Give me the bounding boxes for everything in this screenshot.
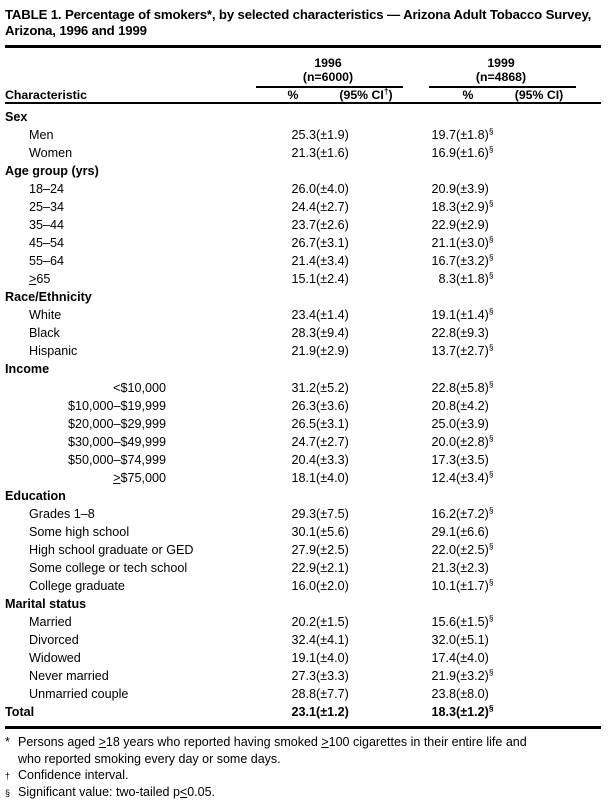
footnote-section bbox=[5, 784, 605, 800]
footnote-section-text: Significant value: two-tailed p<0.05. bbox=[18, 784, 216, 799]
footnote-marker-dagger: † bbox=[5, 771, 11, 782]
column-group-1996 bbox=[252, 56, 404, 85]
ci-1996: (±2.6) bbox=[316, 218, 349, 233]
table-section-header bbox=[5, 108, 601, 126]
pct-1996: 15.1 bbox=[291, 272, 316, 287]
ci-1999: (±2.8)§ bbox=[456, 432, 494, 449]
ci-1999: (±6.6) bbox=[456, 524, 489, 539]
footnote-dagger-text: Confidence interval. bbox=[18, 768, 129, 783]
ci-1996: (±2.4) bbox=[316, 272, 349, 287]
row-label: Hispanic bbox=[29, 344, 78, 359]
ci-1996: (±2.0) bbox=[316, 579, 349, 594]
ci-1999: (±1.5)§ bbox=[456, 612, 494, 630]
table-row bbox=[5, 541, 601, 559]
ci-1996: (±2.7) bbox=[316, 434, 349, 449]
pct-1999: 22.8 bbox=[431, 380, 456, 395]
pct-1996: 28.3 bbox=[291, 326, 316, 341]
pct-1996: 29.3 bbox=[291, 506, 316, 521]
footnote-asterisk bbox=[5, 734, 605, 767]
pct-1999: 23.8 bbox=[431, 687, 456, 702]
pct-1999: 8.3 bbox=[438, 272, 456, 287]
pct-1996: 23.1 bbox=[291, 705, 316, 720]
ci-1996: (±9.4) bbox=[316, 326, 349, 341]
pct-1996: 26.0 bbox=[291, 182, 316, 196]
table-section-header bbox=[5, 487, 601, 505]
table-row bbox=[5, 685, 601, 703]
column-header-ci-1999: (95% CI) bbox=[514, 87, 564, 102]
pct-1999: 20.8 bbox=[431, 398, 456, 413]
pct-1999: 32.0 bbox=[431, 633, 456, 648]
significance-marker: § bbox=[488, 342, 494, 353]
pct-1996: 32.4 bbox=[291, 633, 316, 648]
smokers-data-table bbox=[5, 108, 601, 722]
pct-1999: 18.3 bbox=[431, 200, 456, 215]
pct-1999: 18.3 bbox=[431, 705, 456, 720]
significance-marker: § bbox=[488, 703, 494, 714]
pct-1999: 22.9 bbox=[431, 218, 456, 233]
table-row bbox=[5, 469, 601, 487]
pct-1996: 26.3 bbox=[291, 398, 316, 413]
pct-1999: 20.9 bbox=[431, 182, 456, 196]
row-label: $30,000–$49,999 bbox=[67, 434, 166, 449]
section-spacer-cell bbox=[270, 288, 601, 306]
column-header-ci-1996: (95% CI†) bbox=[339, 85, 393, 102]
table-section-header bbox=[5, 288, 601, 306]
ci-1996: (±2.5) bbox=[316, 542, 349, 557]
table-section-header bbox=[5, 360, 601, 378]
column-group-1999 bbox=[425, 56, 577, 85]
ci-1996: (±7.5) bbox=[316, 506, 349, 521]
ci-1999: (±1.6)§ bbox=[456, 143, 494, 160]
row-label: 45–54 bbox=[29, 236, 65, 251]
ci-1999: (±3.2)§ bbox=[456, 667, 494, 684]
column-header-pct-1999: % bbox=[462, 87, 474, 102]
significance-marker: § bbox=[488, 197, 494, 208]
ci-1996: (±1.5) bbox=[316, 615, 349, 630]
footnote-marker-section: § bbox=[5, 787, 11, 798]
row-label: $20,000–$29,999 bbox=[67, 416, 166, 431]
significance-marker: § bbox=[488, 233, 494, 244]
row-label: Age group (yrs) bbox=[5, 163, 99, 178]
ci-1996: (±3.6) bbox=[316, 398, 349, 413]
significance-marker: § bbox=[488, 252, 494, 262]
row-label: 25–34 bbox=[29, 200, 65, 215]
section-spacer-cell bbox=[270, 487, 601, 505]
pct-1996: 24.4 bbox=[291, 200, 316, 215]
table-row bbox=[5, 252, 601, 270]
pct-1999: 19.1 bbox=[431, 308, 456, 323]
table-row bbox=[5, 379, 601, 397]
table-row bbox=[5, 559, 601, 577]
significance-marker: § bbox=[488, 612, 494, 623]
ci-1996: (±1.6) bbox=[316, 145, 349, 160]
pct-1996: 21.3 bbox=[291, 145, 316, 160]
table-row bbox=[5, 649, 601, 667]
pct-1996: 16.0 bbox=[291, 579, 316, 594]
pct-1999: 13.7 bbox=[431, 344, 456, 359]
row-label: 18–24 bbox=[29, 182, 65, 196]
table-total-row bbox=[5, 703, 601, 721]
table-row bbox=[5, 667, 601, 685]
ci-1996: (±3.1) bbox=[316, 416, 349, 431]
ci-1999: (±1.7)§ bbox=[456, 576, 494, 594]
row-label: $50,000–$74,999 bbox=[67, 452, 166, 467]
pct-1996: 20.2 bbox=[291, 615, 316, 630]
ci-1999: (±3.0)§ bbox=[456, 233, 494, 251]
group-n-1996: (n=6000) bbox=[302, 70, 354, 85]
pct-1999: 16.2 bbox=[431, 506, 456, 521]
pct-1996: 24.7 bbox=[291, 434, 316, 449]
row-label: Income bbox=[5, 362, 50, 377]
significance-marker: § bbox=[488, 540, 494, 551]
page-title: TABLE 1. Percentage of smokers*, by selected characteristics — Arizona Adult Tobacco Survey, Arizona, 1996 and 1999 bbox=[5, 7, 592, 39]
ci-1999: (±2.9)§ bbox=[456, 197, 494, 215]
footnote-asterisk-line2: who reported smoking every day or some days. bbox=[18, 751, 281, 766]
table-row bbox=[5, 234, 601, 252]
significance-marker: § bbox=[488, 143, 494, 154]
ci-1999: (±8.0) bbox=[456, 687, 489, 702]
footnote-asterisk-text: Persons aged >18 years who reported having smoked >100 cigarettes in their entire life and bbox=[18, 735, 527, 750]
ci-1996: (±1.2) bbox=[316, 705, 349, 720]
significance-marker: § bbox=[488, 125, 494, 136]
pct-1996: 20.4 bbox=[291, 452, 316, 467]
pct-1999: 17.3 bbox=[431, 452, 456, 467]
section-spacer-cell bbox=[270, 108, 601, 126]
pct-1996: 23.7 bbox=[291, 218, 316, 233]
ci-1999: (±2.5)§ bbox=[456, 540, 494, 557]
section-spacer-cell bbox=[270, 595, 601, 613]
row-label: Education bbox=[5, 488, 66, 503]
table-row bbox=[5, 613, 601, 631]
row-label: >$75,000 bbox=[113, 470, 166, 485]
group-year-1996: 1996 bbox=[314, 55, 342, 70]
pct-1996: 25.3 bbox=[291, 127, 316, 142]
pct-1996: 31.2 bbox=[291, 380, 316, 395]
ci-1999: (±9.3) bbox=[456, 326, 489, 341]
pct-1999: 21.9 bbox=[431, 669, 456, 684]
significance-marker: § bbox=[488, 667, 494, 678]
row-label: Widowed bbox=[29, 651, 81, 666]
table-header bbox=[5, 48, 601, 102]
row-label: Grades 1–8 bbox=[29, 506, 95, 521]
ci-1996: (±5.6) bbox=[316, 524, 349, 539]
row-label: Some college or tech school bbox=[29, 560, 188, 575]
table-section-header bbox=[5, 595, 601, 613]
footnote-marker-asterisk: * bbox=[5, 735, 10, 750]
pct-1999: 21.1 bbox=[431, 236, 456, 251]
ci-1996: (±4.0) bbox=[316, 651, 349, 666]
row-label: Men bbox=[29, 127, 54, 142]
row-label: 55–64 bbox=[29, 254, 65, 269]
row-label: $10,000–$19,999 bbox=[67, 398, 166, 413]
pct-1999: 22.8 bbox=[431, 326, 456, 341]
significance-marker: § bbox=[488, 432, 494, 443]
pct-1999: 16.7 bbox=[431, 254, 456, 269]
pct-1999: 22.0 bbox=[431, 542, 456, 557]
ci-1996: (±2.7) bbox=[316, 200, 349, 215]
ci-1996: (±5.2) bbox=[316, 380, 349, 395]
pct-1996: 30.1 bbox=[291, 524, 316, 539]
row-label: Sex bbox=[5, 109, 28, 124]
table-row bbox=[5, 397, 601, 415]
ci-1996: (±4.0) bbox=[316, 182, 349, 196]
pct-1996: 27.3 bbox=[291, 669, 316, 684]
pct-1999: 17.4 bbox=[431, 651, 456, 666]
pct-1999: 29.1 bbox=[431, 524, 456, 539]
section-spacer-cell bbox=[270, 162, 601, 180]
pct-1999: 16.9 bbox=[431, 145, 456, 160]
pct-1996: 26.5 bbox=[291, 416, 316, 431]
table-row bbox=[5, 180, 601, 198]
group-n-1999: (n=4868) bbox=[475, 70, 527, 85]
row-label: Black bbox=[29, 326, 60, 341]
ci-1999: (±3.5) bbox=[456, 452, 489, 467]
significance-marker: § bbox=[488, 504, 494, 515]
pct-1996: 21.9 bbox=[291, 344, 316, 359]
ci-1999: (±3.9) bbox=[456, 416, 489, 431]
row-label: Women bbox=[29, 145, 73, 160]
group-year-1999: 1999 bbox=[487, 55, 515, 70]
column-header-pct-1996: % bbox=[287, 87, 299, 102]
significance-marker: § bbox=[488, 378, 494, 389]
ci-1999: (±1.8)§ bbox=[456, 125, 494, 142]
table-row bbox=[5, 415, 601, 433]
row-label: High school graduate or GED bbox=[29, 542, 194, 557]
section-spacer-cell bbox=[270, 360, 601, 378]
table-row bbox=[5, 324, 601, 342]
table-section-header bbox=[5, 162, 601, 180]
significance-marker: § bbox=[488, 306, 494, 317]
ci-1999: (±4.2) bbox=[456, 398, 489, 413]
ci-1996: (±1.4) bbox=[316, 308, 349, 323]
ci-1999: (±2.3) bbox=[456, 560, 489, 575]
table-row bbox=[5, 342, 601, 360]
pct-1999: 20.0 bbox=[431, 434, 456, 449]
table-row bbox=[5, 505, 601, 523]
pct-1996: 18.1 bbox=[291, 470, 316, 485]
ci-1999: (±2.9) bbox=[456, 218, 489, 233]
table-row bbox=[5, 216, 601, 234]
ci-1996: (±3.3) bbox=[316, 669, 349, 684]
significance-marker: § bbox=[488, 576, 494, 587]
ci-1999: (±3.4)§ bbox=[456, 468, 494, 485]
table-body bbox=[5, 108, 601, 722]
row-label: White bbox=[29, 308, 62, 323]
ci-1999: (±2.7)§ bbox=[456, 342, 494, 359]
ci-1996: (±3.3) bbox=[316, 452, 349, 467]
footnotes bbox=[5, 734, 605, 800]
pct-1999: 21.3 bbox=[431, 560, 456, 575]
table-row bbox=[5, 306, 601, 324]
pct-1996: 27.9 bbox=[291, 542, 316, 557]
row-label: 35–44 bbox=[29, 218, 65, 233]
ci-1996: (±2.1) bbox=[316, 560, 349, 575]
ci-1996: (±4.1) bbox=[316, 633, 349, 648]
table-row bbox=[5, 523, 601, 541]
row-label: Total bbox=[5, 705, 35, 720]
table-row bbox=[5, 577, 601, 595]
column-header-characteristic: Characteristic bbox=[5, 87, 88, 102]
row-label: <$10,000 bbox=[113, 380, 166, 395]
ci-1999: (±1.2)§ bbox=[456, 703, 494, 720]
table-bottom-rule bbox=[5, 726, 601, 729]
pct-1999: 10.1 bbox=[431, 579, 456, 594]
row-label: Never married bbox=[29, 669, 109, 684]
ci-1999: (±5.1) bbox=[456, 633, 489, 648]
table-row bbox=[5, 270, 601, 288]
ci-1999: (±3.9) bbox=[456, 182, 489, 196]
row-label: Race/Ethnicity bbox=[5, 290, 92, 305]
row-label: >65 bbox=[29, 272, 51, 287]
ci-1999: (±4.0) bbox=[456, 651, 489, 666]
ci-1996: (±3.1) bbox=[316, 236, 349, 251]
pct-1999: 12.4 bbox=[431, 470, 456, 485]
pct-1999: 15.6 bbox=[431, 615, 456, 630]
ci-1999: (±1.8)§ bbox=[456, 270, 494, 287]
significance-marker: § bbox=[488, 468, 494, 479]
pct-1996: 23.4 bbox=[291, 308, 316, 323]
ci-1996: (±3.4) bbox=[316, 254, 349, 269]
table-row bbox=[5, 433, 601, 451]
pct-1999: 25.0 bbox=[431, 416, 456, 431]
ci-1996: (±1.9) bbox=[316, 127, 349, 142]
pct-1996: 21.4 bbox=[291, 254, 316, 269]
significance-marker: § bbox=[488, 270, 494, 281]
row-label: Marital status bbox=[5, 597, 87, 612]
pct-1999: 19.7 bbox=[431, 127, 456, 142]
table-row bbox=[5, 126, 601, 144]
ci-1996: (±7.7) bbox=[316, 687, 349, 702]
row-label: Married bbox=[29, 615, 72, 630]
pct-1996: 26.7 bbox=[291, 236, 316, 251]
pct-1996: 28.8 bbox=[291, 687, 316, 702]
table-row bbox=[5, 631, 601, 649]
pct-1996: 19.1 bbox=[291, 651, 316, 666]
ci-1999: (±5.8)§ bbox=[456, 378, 494, 395]
ci-1999: (±7.2)§ bbox=[456, 504, 494, 521]
ci-1996: (±4.0) bbox=[316, 470, 349, 485]
row-label: Some high school bbox=[29, 524, 130, 539]
ci-1996: (±2.9) bbox=[316, 344, 349, 359]
row-label: College graduate bbox=[29, 579, 125, 594]
ci-1999: (±3.2)§ bbox=[456, 252, 494, 269]
table-row bbox=[5, 198, 601, 216]
ci-1999: (±1.4)§ bbox=[456, 306, 494, 323]
row-label: Unmarried couple bbox=[29, 687, 129, 702]
table-row bbox=[5, 451, 601, 469]
row-label: Divorced bbox=[29, 633, 79, 648]
footnote-dagger bbox=[5, 767, 605, 783]
table-row bbox=[5, 144, 601, 162]
pct-1996: 22.9 bbox=[291, 560, 316, 575]
